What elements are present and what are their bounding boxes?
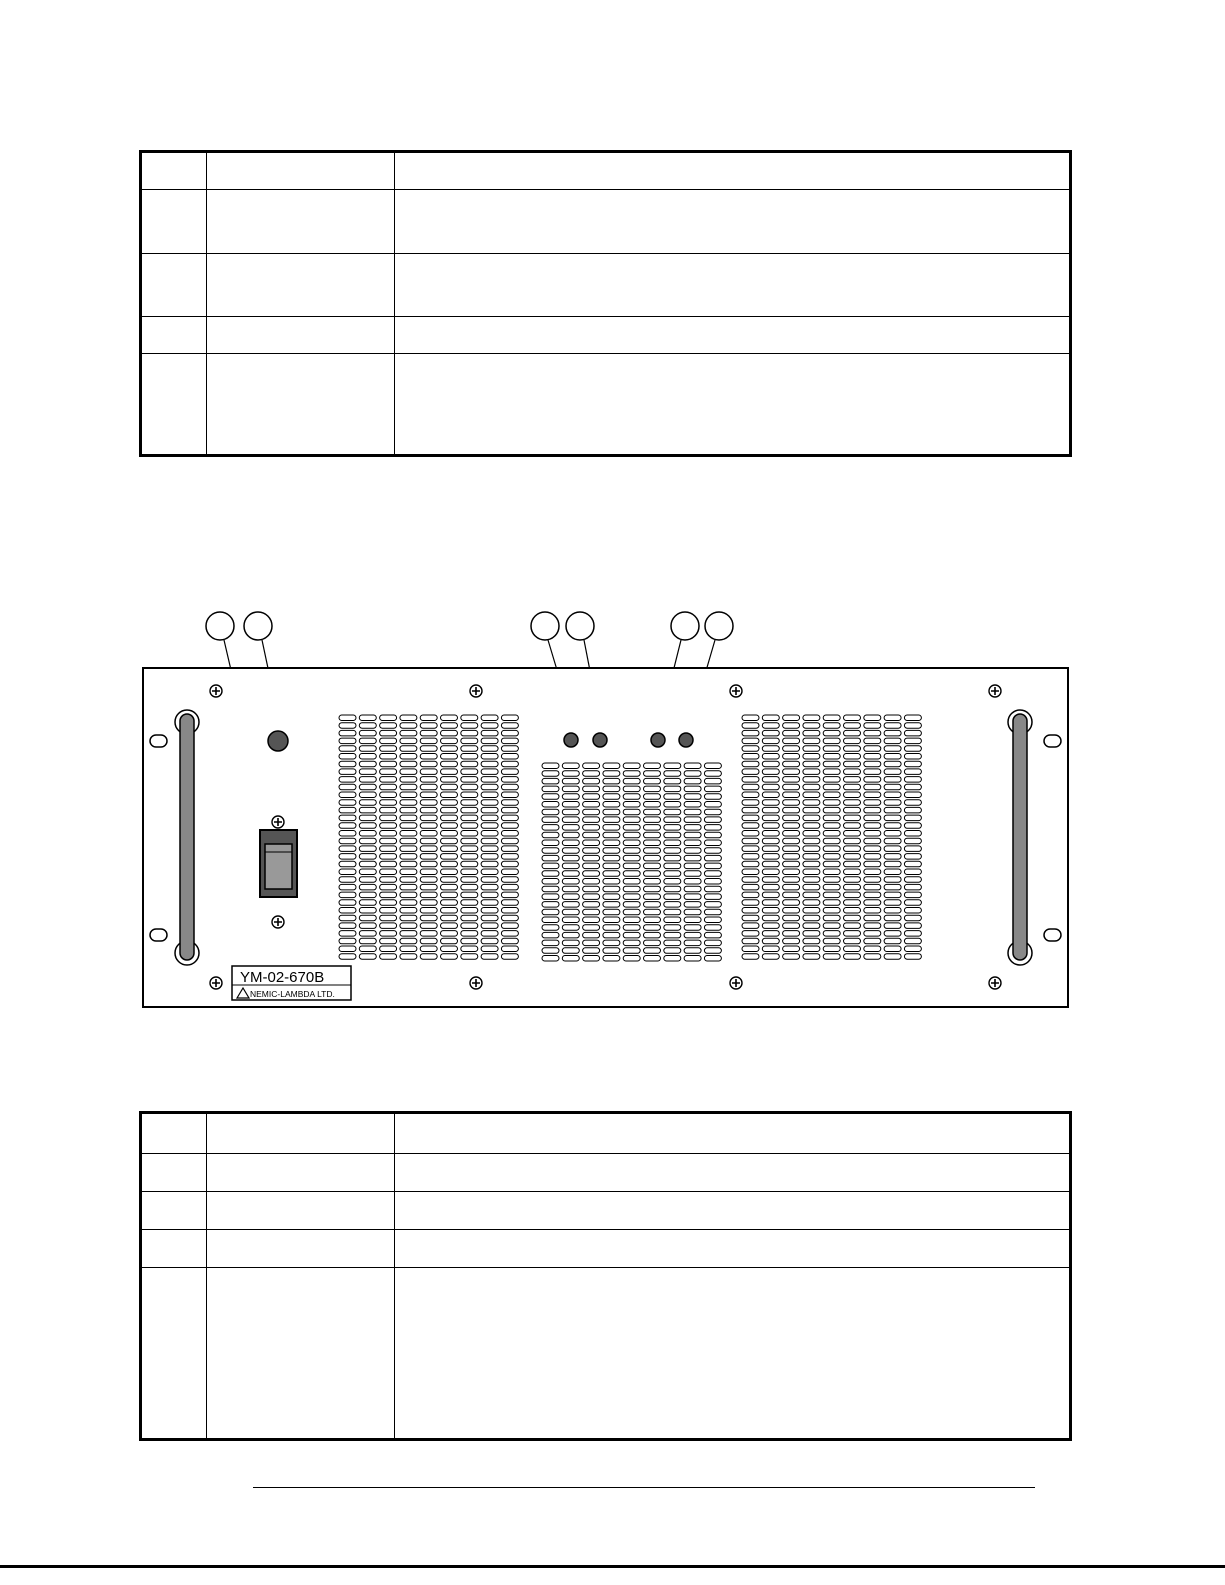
maker-name: NEMIC-LAMBDA LTD. xyxy=(250,989,335,999)
col-description xyxy=(395,1154,1071,1192)
callout-bubble xyxy=(244,612,272,640)
power-indicator-lamp xyxy=(268,731,288,751)
screw-icon xyxy=(470,977,482,989)
screw-icon xyxy=(470,685,482,697)
col-description xyxy=(395,1230,1071,1268)
col-no xyxy=(141,1113,207,1154)
model-number: YM-02-670B xyxy=(240,969,325,986)
col-no xyxy=(141,1154,207,1192)
callout-bubble xyxy=(671,612,699,640)
callout-bubble xyxy=(531,612,559,640)
col-name xyxy=(207,1230,395,1268)
screw-icon xyxy=(210,685,222,697)
col-name xyxy=(207,1192,395,1230)
screw-icon xyxy=(210,977,222,989)
footer-rule xyxy=(253,1487,1035,1488)
screw-icon xyxy=(730,685,742,697)
screw-icon xyxy=(730,977,742,989)
col-description xyxy=(395,1268,1071,1440)
label-plate xyxy=(232,966,351,1000)
col-no xyxy=(141,1192,207,1230)
screw-icon xyxy=(272,916,284,928)
table-row xyxy=(141,1113,1071,1154)
callout-bubble xyxy=(206,612,234,640)
callout-bubbles xyxy=(206,612,733,640)
indicator-lamp xyxy=(564,733,578,747)
col-name xyxy=(207,1154,395,1192)
power-switch[interactable] xyxy=(260,830,297,897)
bottom-description-table xyxy=(139,1111,1072,1441)
screw-icon xyxy=(989,685,1001,697)
callout-bubble xyxy=(705,612,733,640)
screw-icon xyxy=(272,816,284,828)
callout-bubble xyxy=(566,612,594,640)
table-row xyxy=(141,1192,1071,1230)
col-name xyxy=(207,1113,395,1154)
table-row xyxy=(141,1268,1071,1440)
table-row xyxy=(141,1154,1071,1192)
col-description xyxy=(395,1192,1071,1230)
col-name xyxy=(207,1268,395,1440)
indicator-lamp xyxy=(679,733,693,747)
col-description xyxy=(395,1113,1071,1154)
table-row xyxy=(141,1230,1071,1268)
col-no xyxy=(141,1230,207,1268)
page-bottom-rule xyxy=(0,1565,1225,1568)
screw-icon xyxy=(989,977,1001,989)
indicator-lamp xyxy=(593,733,607,747)
col-no xyxy=(141,1268,207,1440)
indicator-lamp xyxy=(651,733,665,747)
